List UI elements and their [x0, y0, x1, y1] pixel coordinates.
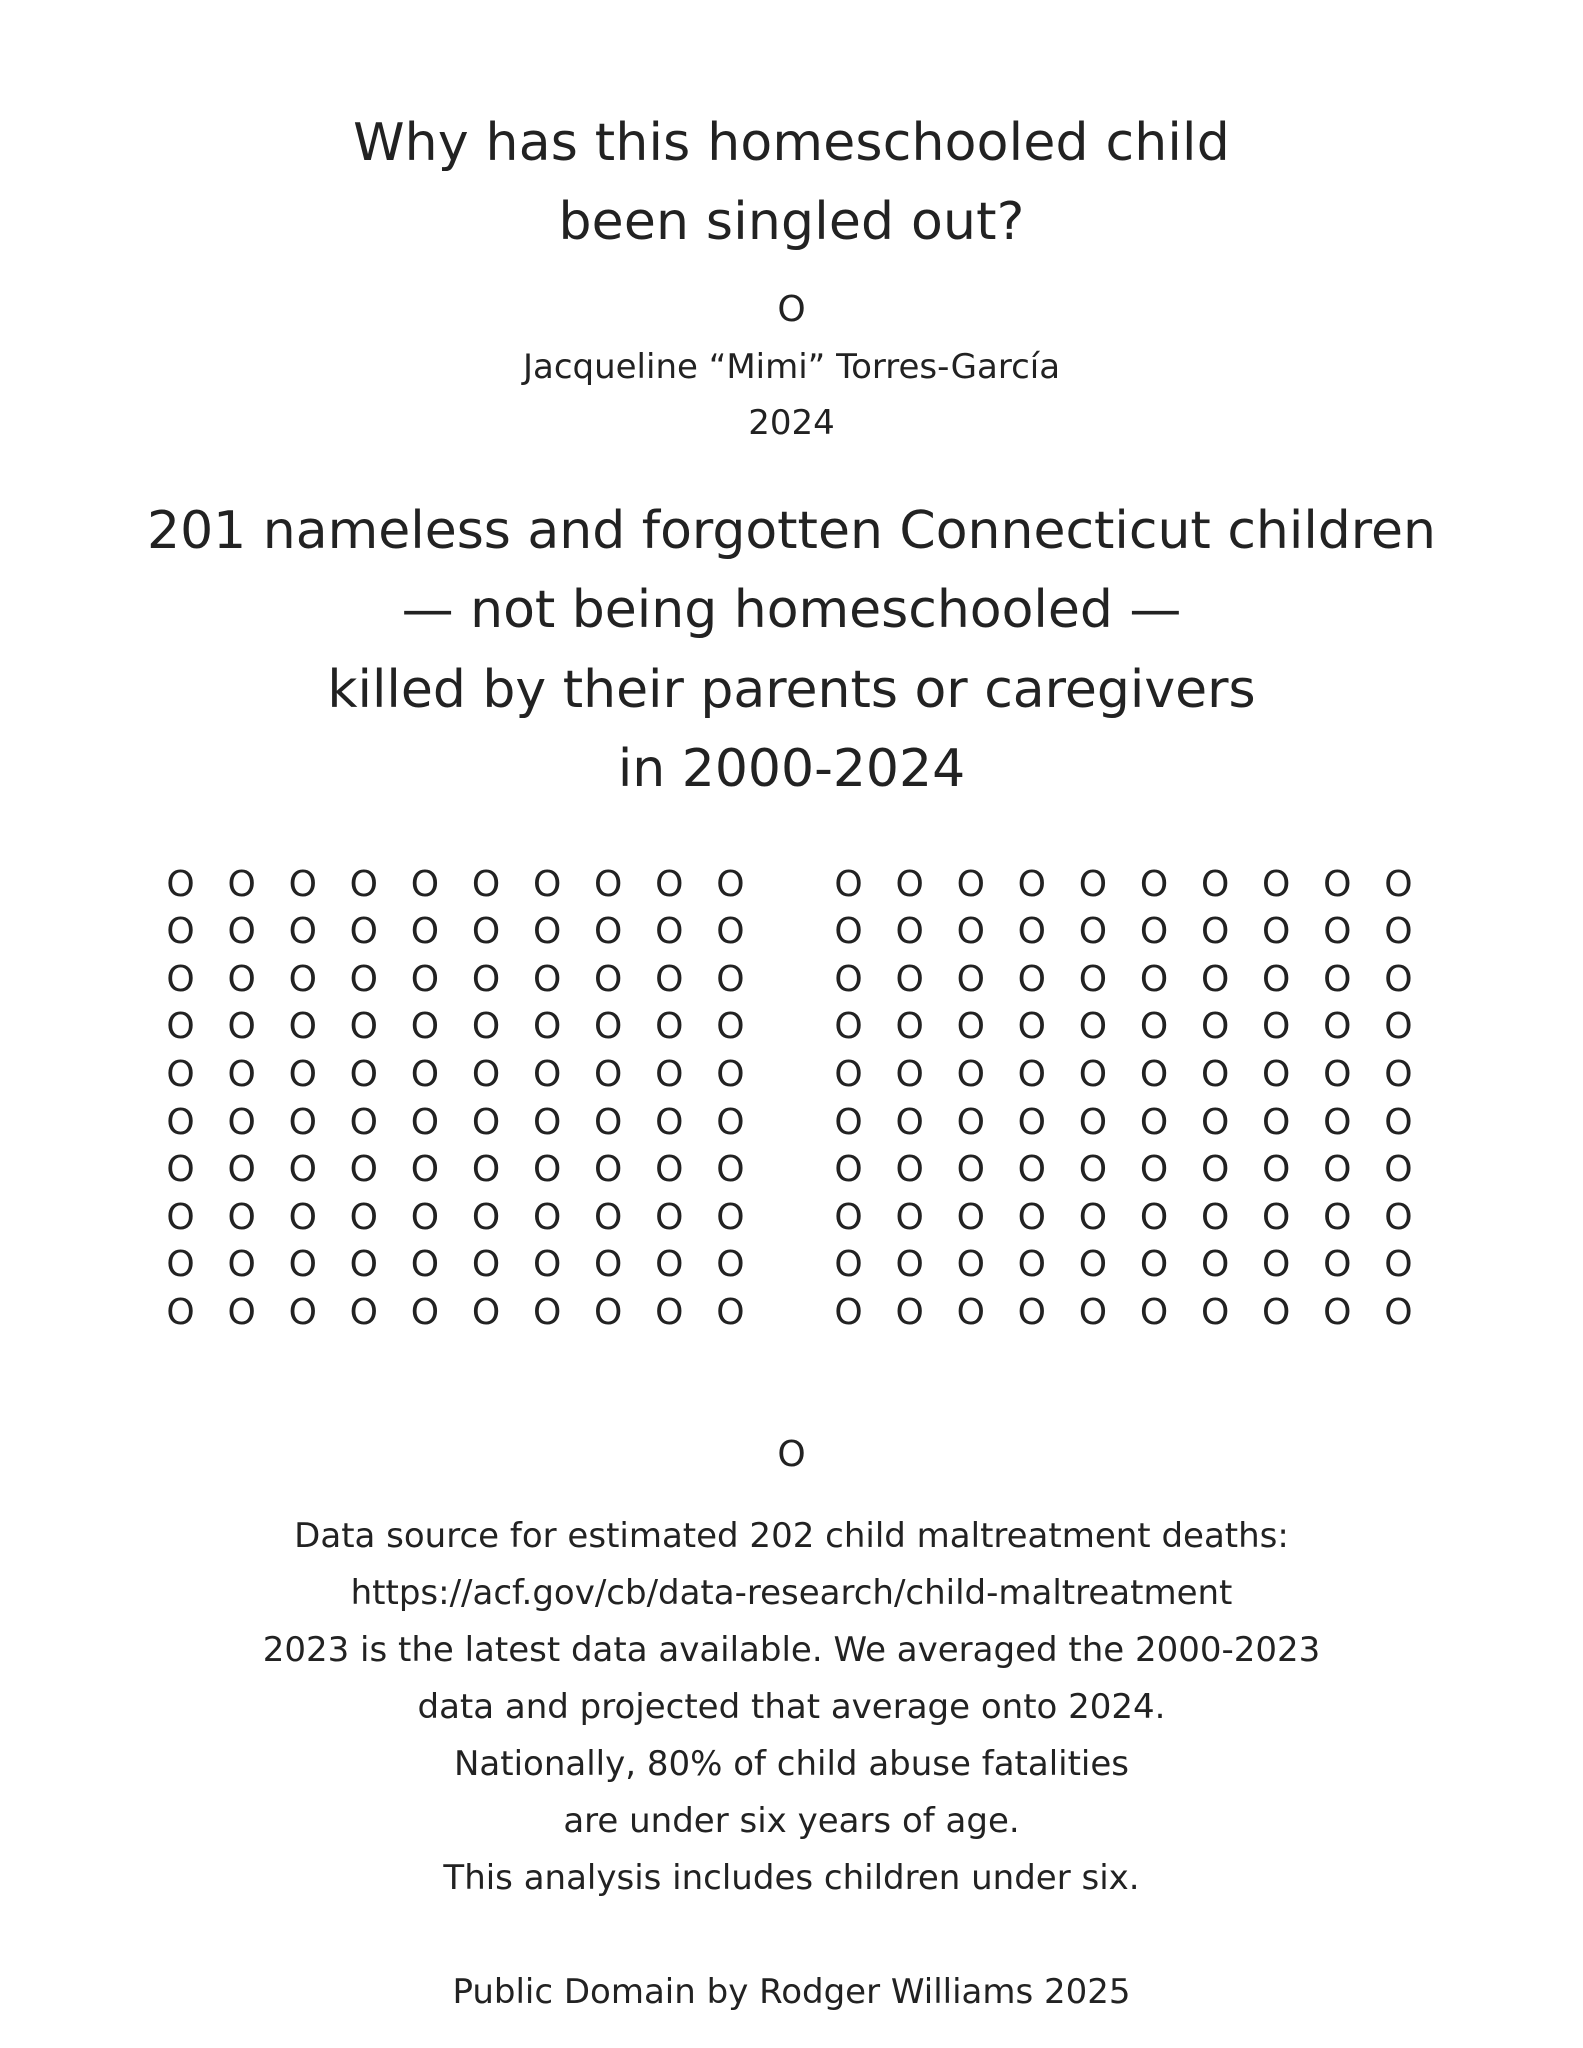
child-circle-icon: O	[532, 1244, 562, 1286]
footer-line-6: are under six years of age.	[563, 1801, 1020, 1841]
child-circle-icon: O	[288, 1006, 317, 1048]
child-circle-icon: O	[1262, 1101, 1291, 1143]
child-circle-icon: O	[1017, 863, 1046, 905]
child-circle-icon: O	[956, 1291, 985, 1333]
child-circle-icon: O	[895, 1101, 924, 1143]
child-circle-icon: O	[1139, 863, 1169, 905]
child-circle-icon: O	[956, 1196, 985, 1238]
child-circle-icon: O	[1078, 1053, 1108, 1095]
child-circle-icon: O	[471, 1149, 501, 1191]
extra-child-circle-icon: O	[777, 1434, 806, 1475]
child-circle-icon: O	[1384, 958, 1413, 1000]
child-circle-icon: O	[1078, 863, 1108, 905]
child-circle-icon: O	[655, 911, 684, 953]
child-circle-icon: O	[410, 1149, 440, 1191]
child-circle-icon: O	[956, 1006, 985, 1048]
child-circle-icon: O	[1323, 863, 1352, 905]
child-circle-icon: O	[410, 958, 440, 1000]
child-circle-icon: O	[166, 1006, 195, 1048]
child-circle-icon: O	[594, 863, 623, 905]
footer-line-5: Nationally, 80% of child abuse fatalities	[453, 1744, 1130, 1784]
child-circle-icon: O	[716, 911, 745, 953]
child-circle-icon: O	[288, 1244, 317, 1286]
child-circle-icon: O	[895, 958, 924, 1000]
child-circle-icon: O	[1139, 1053, 1169, 1095]
child-circle-icon: O	[1139, 958, 1169, 1000]
child-circle-icon: O	[410, 1291, 440, 1333]
child-circle-icon: O	[594, 1149, 623, 1191]
child-circle-icon: O	[410, 1196, 440, 1238]
child-circle-icon: O	[956, 911, 985, 953]
child-circle-icon: O	[1200, 1291, 1230, 1333]
child-circle-icon: O	[956, 958, 985, 1000]
credit-line: Public Domain by Rodger Williams 2025	[452, 1972, 1131, 2012]
child-circle-icon: O	[1384, 1291, 1413, 1333]
child-circle-icon: O	[1262, 911, 1291, 953]
child-circle-icon: O	[834, 911, 863, 953]
child-circle-icon: O	[655, 958, 684, 1000]
child-circle-icon: O	[227, 1053, 256, 1095]
child-circle-icon: O	[1139, 1291, 1169, 1333]
child-circle-icon: O	[594, 958, 623, 1000]
child-circle-icon: O	[166, 911, 195, 953]
footer-line-1: Data source for estimated 202 child maltreatment deaths:	[294, 1516, 1289, 1556]
child-circle-icon: O	[349, 1196, 378, 1238]
child-circle-icon: O	[834, 1291, 863, 1333]
child-circle-icon: O	[1384, 863, 1413, 905]
footer-source-url: https://acf.gov/cb/data-research/child-maltreatment	[350, 1573, 1233, 1613]
child-circle-icon: O	[471, 1006, 501, 1048]
child-circle-icon: O	[166, 1101, 195, 1143]
child-circle-icon: O	[716, 1291, 745, 1333]
child-circle-icon: O	[1323, 1053, 1352, 1095]
child-circle-icon: O	[1017, 911, 1046, 953]
child-circle-icon: O	[410, 1053, 440, 1095]
child-circle-icon: O	[655, 1101, 684, 1143]
child-circle-icon: O	[227, 1291, 256, 1333]
subtitle-line-4: in 2000-2024	[617, 739, 966, 799]
child-circle-icon: O	[1139, 1196, 1169, 1238]
child-circle-icon: O	[471, 911, 501, 953]
child-circle-icon: O	[834, 1006, 863, 1048]
subtitle-line-1: 201 nameless and forgotten Connecticut children	[147, 501, 1436, 561]
child-circle-icon: O	[1262, 1291, 1291, 1333]
child-circle-icon: O	[349, 1101, 378, 1143]
child-circle-icon: O	[1200, 1149, 1230, 1191]
child-circle-icon: O	[1323, 958, 1352, 1000]
child-circle-icon: O	[956, 1244, 985, 1286]
child-circle-icon: O	[834, 1149, 863, 1191]
child-circle-icon: O	[1017, 1101, 1046, 1143]
title-line-2: been singled out?	[558, 192, 1025, 252]
child-circle-icon: O	[1323, 1149, 1352, 1191]
child-year: 2024	[748, 403, 835, 443]
child-circle-icon: O	[532, 1291, 562, 1333]
child-circle-icon: O	[1200, 1101, 1230, 1143]
child-circle-icon: O	[1384, 911, 1413, 953]
child-circle-icon: O	[1323, 1196, 1352, 1238]
child-circle-icon: O	[166, 1291, 195, 1333]
child-circle-icon: O	[716, 1196, 745, 1238]
child-circle-icon: O	[349, 1149, 378, 1191]
child-circle-icon: O	[1200, 1244, 1230, 1286]
child-circle-icon: O	[1384, 1006, 1413, 1048]
child-circle-icon: O	[349, 1244, 378, 1286]
child-circle-icon: O	[227, 1196, 256, 1238]
child-circle-icon: O	[471, 958, 501, 1000]
subtitle-line-3: killed by their parents or caregivers	[327, 660, 1256, 720]
child-circle-icon: O	[1323, 1244, 1352, 1286]
child-circle-icon: O	[895, 863, 924, 905]
child-circle-icon: O	[1323, 911, 1352, 953]
child-circle-icon: O	[1017, 958, 1046, 1000]
child-circle-icon: O	[594, 1006, 623, 1048]
child-circle-icon: O	[1384, 1053, 1413, 1095]
child-circle-icon: O	[166, 1053, 195, 1095]
child-circle-icon: O	[1200, 863, 1230, 905]
pictogram-block-right	[818, 861, 1429, 1336]
child-circle-icon: O	[288, 958, 317, 1000]
child-circle-icon: O	[895, 1244, 924, 1286]
child-circle-icon: O	[1139, 1006, 1169, 1048]
child-circle-icon: O	[349, 1053, 378, 1095]
child-circle-icon: O	[227, 1149, 256, 1191]
child-circle-icon: O	[716, 863, 745, 905]
child-circle-icon: O	[834, 958, 863, 1000]
child-circle-icon: O	[1200, 958, 1230, 1000]
child-circle-icon: O	[532, 1006, 562, 1048]
child-circle-icon: O	[410, 1006, 440, 1048]
child-circle-icon: O	[410, 911, 440, 953]
child-circle-icon: O	[1017, 1053, 1046, 1095]
child-circle-icon: O	[532, 911, 562, 953]
child-circle-icon: O	[1384, 1196, 1413, 1238]
child-circle-icon: O	[716, 1149, 745, 1191]
child-circle-icon: O	[594, 1196, 623, 1238]
subtitle-line-2: — not being homeschooled —	[401, 580, 1182, 640]
child-circle-icon: O	[1323, 1101, 1352, 1143]
child-circle-icon: O	[1262, 1244, 1291, 1286]
child-circle-icon: O	[1078, 1101, 1108, 1143]
child-circle-icon: O	[1078, 958, 1108, 1000]
title-line-1: Why has this homeschooled child	[353, 113, 1230, 173]
child-circle-icon: O	[716, 1101, 745, 1143]
child-circle-icon: O	[532, 863, 562, 905]
child-circle-icon: O	[166, 1196, 195, 1238]
child-circle-icon: O	[716, 1053, 745, 1095]
child-circle-icon: O	[288, 1196, 317, 1238]
child-circle-icon: O	[288, 863, 317, 905]
child-circle-icon: O	[532, 958, 562, 1000]
child-circle-icon: O	[1078, 1149, 1108, 1191]
child-circle-icon: O	[655, 1053, 684, 1095]
child-circle-icon: O	[410, 1101, 440, 1143]
child-circle-icon: O	[410, 1244, 440, 1286]
child-circle-icon: O	[166, 863, 195, 905]
child-circle-icon: O	[1078, 1006, 1108, 1048]
child-circle-icon: O	[655, 863, 684, 905]
child-circle-icon: O	[1017, 1291, 1046, 1333]
child-circle-icon: O	[834, 1196, 863, 1238]
child-circle-icon: O	[227, 1006, 256, 1048]
child-circle-icon: O	[166, 958, 195, 1000]
child-circle-icon: O	[655, 1149, 684, 1191]
child-circle-icon: O	[166, 1149, 195, 1191]
child-circle-icon: O	[594, 1244, 623, 1286]
child-circle-icon: O	[1139, 1149, 1169, 1191]
child-circle-icon: O	[956, 863, 985, 905]
child-circle-icon: O	[716, 1006, 745, 1048]
footer-line-3: 2023 is the latest data available. We averaged the 2000-2023	[262, 1630, 1321, 1670]
child-circle-icon: O	[349, 1291, 378, 1333]
child-circle-icon: O	[1139, 1101, 1169, 1143]
child-circle-icon: O	[288, 1149, 317, 1191]
child-circle-icon: O	[1139, 911, 1169, 953]
child-circle-icon: O	[1384, 1244, 1413, 1286]
child-circle-icon: O	[1017, 1196, 1046, 1238]
child-circle-icon: O	[1200, 1006, 1230, 1048]
child-circle-icon: O	[1384, 1101, 1413, 1143]
child-circle-icon: O	[227, 863, 256, 905]
child-circle-icon: O	[532, 1101, 562, 1143]
child-circle-icon: O	[1078, 1196, 1108, 1238]
child-circle-icon: O	[1017, 1244, 1046, 1286]
child-circle-icon: O	[1262, 1196, 1291, 1238]
child-circle-icon: O	[895, 1006, 924, 1048]
child-circle-icon: O	[471, 1196, 501, 1238]
child-circle-icon: O	[895, 1149, 924, 1191]
child-circle-icon: O	[166, 1244, 195, 1286]
child-circle-icon: O	[1384, 1149, 1413, 1191]
child-circle-icon: O	[1262, 1006, 1291, 1048]
child-circle-icon: O	[895, 911, 924, 953]
footer-line-7: This analysis includes children under six.	[443, 1858, 1140, 1898]
child-circle-icon: O	[410, 863, 440, 905]
child-circle-icon: O	[716, 958, 745, 1000]
child-circle-icon: O	[349, 958, 378, 1000]
child-circle-icon: O	[1139, 1244, 1169, 1286]
child-circle-icon: O	[227, 958, 256, 1000]
highlighted-child-circle-icon: O	[777, 289, 806, 330]
child-circle-icon: O	[1078, 1291, 1108, 1333]
child-circle-icon: O	[227, 1244, 256, 1286]
child-name: Jacqueline “Mimi” Torres-García	[522, 347, 1061, 387]
child-circle-icon: O	[1078, 1244, 1108, 1286]
child-circle-icon: O	[895, 1291, 924, 1333]
child-circle-icon: O	[1017, 1006, 1046, 1048]
child-circle-icon: O	[594, 1291, 623, 1333]
child-circle-icon: O	[594, 911, 623, 953]
child-circle-icon: O	[349, 863, 378, 905]
child-circle-icon: O	[655, 1006, 684, 1048]
child-circle-icon: O	[956, 1149, 985, 1191]
child-circle-icon: O	[1200, 911, 1230, 953]
child-circle-icon: O	[1323, 1291, 1352, 1333]
child-circle-icon: O	[655, 1196, 684, 1238]
child-circle-icon: O	[471, 1244, 501, 1286]
child-circle-icon: O	[1017, 1149, 1046, 1191]
child-circle-icon: O	[227, 911, 256, 953]
footer-line-4: data and projected that average onto 2024.	[417, 1687, 1166, 1727]
child-circle-icon: O	[895, 1196, 924, 1238]
child-circle-icon: O	[1078, 911, 1108, 953]
child-circle-icon: O	[227, 1101, 256, 1143]
child-circle-icon: O	[471, 1291, 501, 1333]
child-circle-icon: O	[956, 1101, 985, 1143]
child-circle-icon: O	[834, 1244, 863, 1286]
child-circle-icon: O	[1262, 1149, 1291, 1191]
child-circle-icon: O	[1200, 1053, 1230, 1095]
child-circle-icon: O	[594, 1101, 623, 1143]
child-circle-icon: O	[1323, 1006, 1352, 1048]
child-circle-icon: O	[532, 1196, 562, 1238]
child-circle-icon: O	[288, 1291, 317, 1333]
pictogram-block-left	[150, 861, 761, 1336]
child-circle-icon: O	[288, 1053, 317, 1095]
child-circle-icon: O	[956, 1053, 985, 1095]
child-circle-icon: O	[655, 1291, 684, 1333]
child-circle-icon: O	[532, 1053, 562, 1095]
child-circle-icon: O	[349, 1006, 378, 1048]
child-circle-icon: O	[471, 863, 501, 905]
child-circle-icon: O	[834, 1053, 863, 1095]
child-circle-icon: O	[471, 1101, 501, 1143]
child-circle-icon: O	[834, 1101, 863, 1143]
child-circle-icon: O	[1200, 1196, 1230, 1238]
child-circle-icon: O	[1262, 1053, 1291, 1095]
child-circle-icon: O	[716, 1244, 745, 1286]
child-circle-icon: O	[471, 1053, 501, 1095]
child-circle-icon: O	[288, 911, 317, 953]
child-circle-icon: O	[895, 1053, 924, 1095]
child-circle-icon: O	[532, 1149, 562, 1191]
child-circle-icon: O	[1262, 863, 1291, 905]
child-circle-icon: O	[288, 1101, 317, 1143]
child-circle-icon: O	[1262, 958, 1291, 1000]
child-circle-icon: O	[655, 1244, 684, 1286]
child-circle-icon: O	[349, 911, 378, 953]
child-circle-icon: O	[594, 1053, 623, 1095]
child-circle-icon: O	[834, 863, 863, 905]
